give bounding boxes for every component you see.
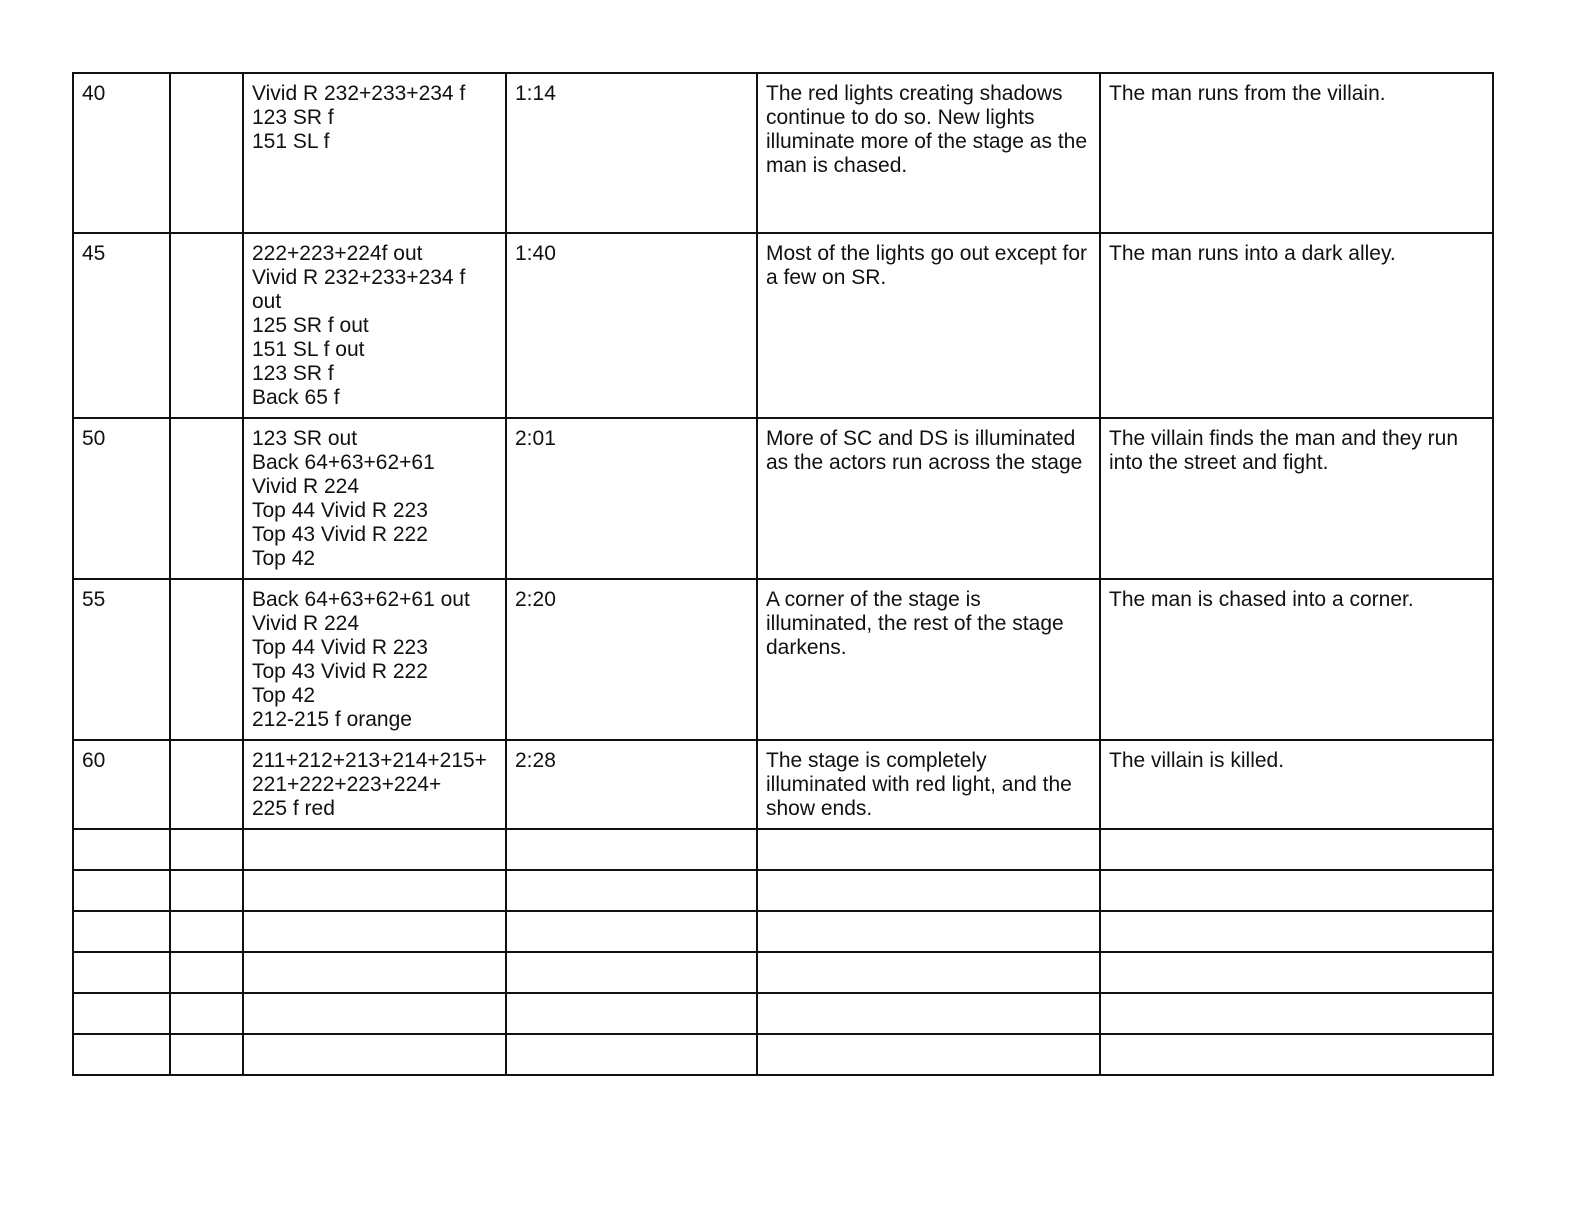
action-cell: The man runs into a dark alley.: [1100, 233, 1493, 418]
table-row: [73, 233, 1493, 418]
channels-cell: Back 64+63+62+61 out Vivid R 224 Top 44 Vivid R 223 Top 43 Vivid R 222 Top 42 212-215 f orange: [243, 579, 506, 740]
empty-cell: [757, 952, 1100, 993]
empty-table-row: [73, 870, 1493, 911]
blank-cell: [170, 73, 243, 233]
empty-cell: [170, 952, 243, 993]
empty-cell: [757, 993, 1100, 1034]
time-cell: 2:20: [506, 579, 757, 740]
empty-cell: [170, 1034, 243, 1075]
empty-cell: [73, 829, 170, 870]
empty-cell: [170, 870, 243, 911]
empty-table-row: [73, 993, 1493, 1034]
channels-cell: Vivid R 232+233+234 f 123 SR f 151 SL f: [243, 73, 506, 233]
empty-cell: [506, 870, 757, 911]
empty-cell: [170, 829, 243, 870]
empty-cell: [73, 1034, 170, 1075]
table-row: [73, 418, 1493, 579]
empty-cell: [1100, 1034, 1493, 1075]
cue-number-cell: 50: [73, 418, 170, 579]
time-cell: 2:01: [506, 418, 757, 579]
empty-cell: [506, 911, 757, 952]
channels-cell: 211+212+213+214+215+ 221+222+223+224+ 225 f red: [243, 740, 506, 829]
empty-cell: [757, 1034, 1100, 1075]
empty-cell: [243, 952, 506, 993]
table-row: [73, 740, 1493, 829]
empty-cell: [73, 993, 170, 1034]
empty-cell: [1100, 911, 1493, 952]
empty-cell: [73, 911, 170, 952]
empty-table-row: [73, 952, 1493, 993]
empty-cell: [73, 870, 170, 911]
channels-cell: 123 SR out Back 64+63+62+61 Vivid R 224 Top 44 Vivid R 223 Top 43 Vivid R 222 Top 42: [243, 418, 506, 579]
empty-cell: [506, 1034, 757, 1075]
empty-cell: [506, 952, 757, 993]
action-cell: The villain is killed.: [1100, 740, 1493, 829]
channels-cell: 222+223+224f out Vivid R 232+233+234 f out 125 SR f out 151 SL f out 123 SR f Back 65 f: [243, 233, 506, 418]
empty-table-row: [73, 911, 1493, 952]
empty-cell: [506, 993, 757, 1034]
cue-number-cell: 45: [73, 233, 170, 418]
action-cell: The man is chased into a corner.: [1100, 579, 1493, 740]
empty-cell: [170, 993, 243, 1034]
action-cell: The man runs from the villain.: [1100, 73, 1493, 233]
empty-cell: [757, 829, 1100, 870]
empty-cell: [1100, 952, 1493, 993]
description-cell: Most of the lights go out except for a few on SR.: [757, 233, 1100, 418]
time-cell: 1:14: [506, 73, 757, 233]
empty-cell: [243, 1034, 506, 1075]
empty-table-row: [73, 829, 1493, 870]
description-cell: The stage is completely illuminated with red light, and the show ends.: [757, 740, 1100, 829]
empty-cell: [757, 870, 1100, 911]
table-row: [73, 579, 1493, 740]
description-cell: A corner of the stage is illuminated, the rest of the stage darkens.: [757, 579, 1100, 740]
empty-rows: [73, 829, 1493, 1075]
blank-cell: [170, 740, 243, 829]
cue-number-cell: 55: [73, 579, 170, 740]
empty-cell: [243, 870, 506, 911]
empty-cell: [243, 829, 506, 870]
blank-cell: [170, 233, 243, 418]
blank-cell: [170, 579, 243, 740]
cue-sheet-table: [72, 72, 1494, 1076]
empty-cell: [506, 829, 757, 870]
table-row: [73, 73, 1493, 233]
blank-cell: [170, 418, 243, 579]
empty-cell: [1100, 829, 1493, 870]
empty-cell: [243, 993, 506, 1034]
empty-cell: [1100, 993, 1493, 1034]
empty-cell: [170, 911, 243, 952]
action-cell: The villain finds the man and they run into the street and fight.: [1100, 418, 1493, 579]
time-cell: 2:28: [506, 740, 757, 829]
empty-cell: [243, 911, 506, 952]
cue-number-cell: 60: [73, 740, 170, 829]
empty-table-row: [73, 1034, 1493, 1075]
cue-number-cell: 40: [73, 73, 170, 233]
description-cell: More of SC and DS is illuminated as the actors run across the stage: [757, 418, 1100, 579]
empty-cell: [1100, 870, 1493, 911]
time-cell: 1:40: [506, 233, 757, 418]
empty-cell: [757, 911, 1100, 952]
empty-cell: [73, 952, 170, 993]
description-cell: The red lights creating shadows continue to do so. New lights illuminate more of the stage as the man is chased.: [757, 73, 1100, 233]
